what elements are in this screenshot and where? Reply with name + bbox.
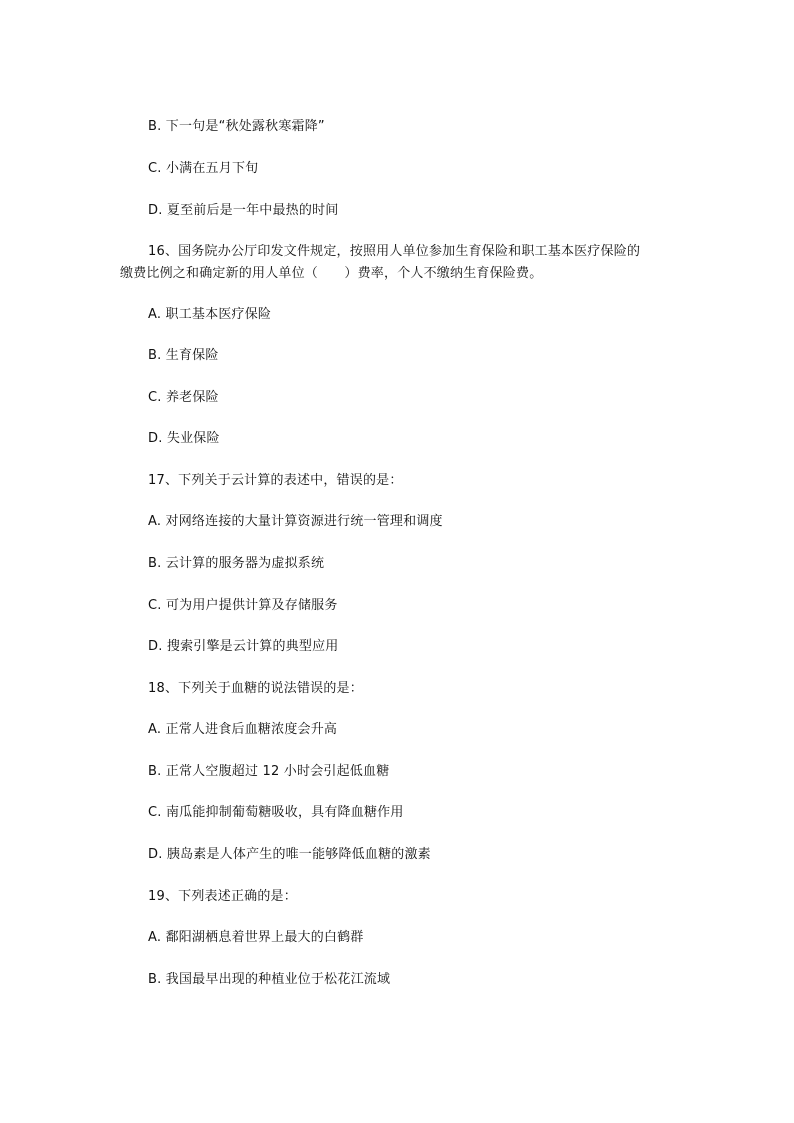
option-d-q16: D. 失业保险 [148,431,220,446]
option-b-q18: B. 正常人空腹超过 12 小时会引起低血糖 [148,764,390,779]
option-d-q15: D. 夏至前后是一年中最热的时间 [148,203,339,218]
option-a-q17: A. 对网络连接的大量计算资源进行统一管理和调度 [148,514,443,529]
option-d-q18: D. 胰岛素是人体产生的唯一能够降低血糖的激素 [148,847,431,862]
question-16: 16、国务院办公厅印发文件规定，按照用人单位参加生育保险和职工基本医疗保险的 [148,244,641,259]
option-c-q18: C. 南瓜能抑制葡萄糖吸收，具有降血糖作用 [148,805,404,820]
option-b-q17: B. 云计算的服务器为虚拟系统 [148,556,325,571]
option-d-q17: D. 搜索引擎是云计算的典型应用 [148,639,339,654]
question-16-continued: 缴费比例之和确定新的用人单位（ ）费率，个人不缴纳生育保险费。 [120,266,543,281]
option-a-q19: A. 鄱阳湖栖息着世界上最大的白鹤群 [148,930,364,945]
option-c-q16: C. 养老保险 [148,390,219,405]
option-c-q15: C. 小满在五月下旬 [148,161,259,176]
option-b-q15: B. 下一句是“秋处露秋寒霜降” [148,119,325,134]
question-18: 18、下列关于血糖的说法错误的是： [148,681,363,696]
option-a-q16: A. 职工基本医疗保险 [148,307,272,322]
option-a-q18: A. 正常人进食后血糖浓度会升高 [148,722,338,737]
option-c-q17: C. 可为用户提供计算及存储服务 [148,598,338,613]
option-b-q16: B. 生育保险 [148,348,219,363]
question-17: 17、下列关于云计算的表述中，错误的是： [148,473,403,488]
option-b-q19: B. 我国最早出现的种植业位于松花江流域 [148,972,391,987]
question-19: 19、下列表述正确的是： [148,889,297,904]
